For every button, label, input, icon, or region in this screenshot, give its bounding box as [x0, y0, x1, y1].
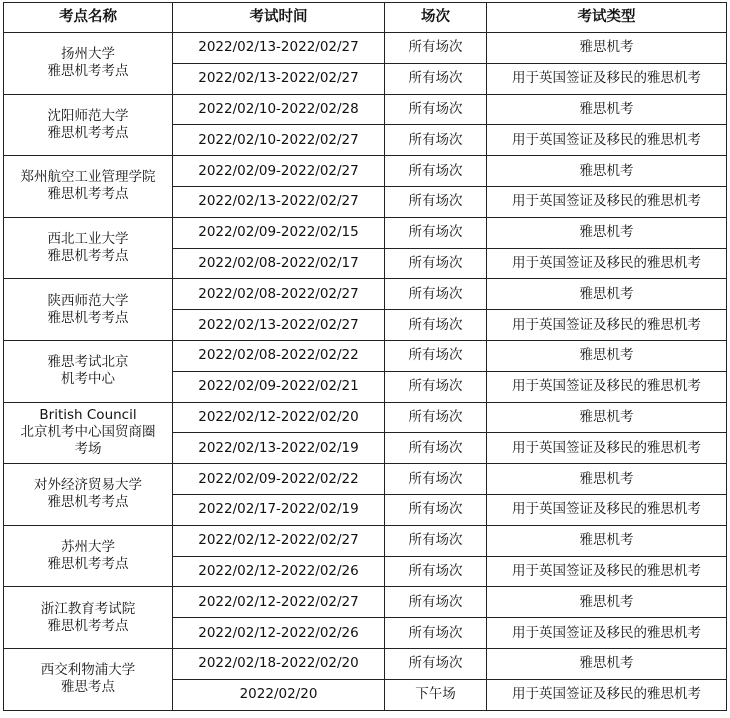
- exam-type-cell: 用于英国签证及移民的雅思机考: [487, 248, 727, 279]
- venue-name-cell: [4, 525, 173, 587]
- venue-name-cell: [4, 402, 173, 464]
- table-row: [4, 33, 727, 64]
- session-cell: 所有场次: [385, 648, 487, 679]
- exam-type-cell: 雅思机考: [487, 648, 727, 679]
- table-body: [4, 33, 727, 711]
- venue-name-cell: [4, 587, 173, 649]
- venue-name-line: 雅思机考考点: [47, 248, 129, 265]
- venue-name-line: 郑州航空工业管理学院: [20, 169, 156, 186]
- exam-dates-cell: 2022/02/09-2022/02/15: [173, 217, 385, 248]
- session-cell: 所有场次: [385, 248, 487, 279]
- session-cell: 所有场次: [385, 371, 487, 402]
- venue-name-line: 雅思机考考点: [47, 124, 129, 141]
- venue-name-line: 雅思考点: [61, 679, 115, 696]
- exam-type-cell: 雅思机考: [487, 402, 727, 433]
- exam-dates-cell: 2022/02/08-2022/02/22: [173, 340, 385, 371]
- session-cell: 所有场次: [385, 618, 487, 649]
- exam-type-cell: 雅思机考: [487, 279, 727, 310]
- session-cell: 所有场次: [385, 494, 487, 525]
- exam-type-cell: 用于英国签证及移民的雅思机考: [487, 494, 727, 525]
- table-row: [4, 279, 727, 310]
- exam-dates-cell: 2022/02/13-2022/02/19: [173, 433, 385, 464]
- venue-name-line: 对外经济贸易大学: [34, 477, 142, 494]
- venue-name-line: 北京机考中心国贸商圈: [20, 424, 156, 441]
- session-cell: 所有场次: [385, 186, 487, 217]
- exam-type-cell: 用于英国签证及移民的雅思机考: [487, 679, 727, 710]
- venue-name-cell: [4, 464, 173, 526]
- exam-type-cell: 雅思机考: [487, 217, 727, 248]
- table-row: [4, 587, 727, 618]
- header-venue: 考点名称: [4, 3, 173, 33]
- exam-dates-cell: 2022/02/10-2022/02/28: [173, 94, 385, 125]
- venue-name-line: British Council: [39, 407, 137, 424]
- exam-type-cell: 用于英国签证及移民的雅思机考: [487, 556, 727, 587]
- session-cell: 所有场次: [385, 310, 487, 341]
- table-row: [4, 340, 727, 371]
- session-cell: 所有场次: [385, 433, 487, 464]
- header-session: 场次: [385, 3, 487, 33]
- exam-type-cell: 用于英国签证及移民的雅思机考: [487, 125, 727, 156]
- session-cell: 所有场次: [385, 525, 487, 556]
- session-cell: 所有场次: [385, 402, 487, 433]
- exam-dates-cell: 2022/02/12-2022/02/26: [173, 618, 385, 649]
- exam-type-cell: 雅思机考: [487, 340, 727, 371]
- session-cell: 所有场次: [385, 63, 487, 94]
- session-cell: 所有场次: [385, 94, 487, 125]
- session-cell: 所有场次: [385, 556, 487, 587]
- table-row: [4, 217, 727, 248]
- venue-name-line: 机考中心: [61, 371, 115, 388]
- exam-dates-cell: 2022/02/08-2022/02/17: [173, 248, 385, 279]
- exam-dates-cell: 2022/02/09-2022/02/27: [173, 156, 385, 187]
- session-cell: 所有场次: [385, 156, 487, 187]
- table-row: [4, 464, 727, 495]
- venue-name-cell: [4, 279, 173, 341]
- exam-type-cell: 用于英国签证及移民的雅思机考: [487, 371, 727, 402]
- session-cell: 所有场次: [385, 217, 487, 248]
- venue-name-line: 雅思机考考点: [47, 309, 129, 326]
- venue-name-cell: [4, 217, 173, 279]
- session-cell: 所有场次: [385, 464, 487, 495]
- exam-dates-cell: 2022/02/20: [173, 679, 385, 710]
- venue-name-cell: [4, 156, 173, 218]
- venue-name-line: 沈阳师范大学: [47, 107, 129, 124]
- exam-dates-cell: 2022/02/13-2022/02/27: [173, 33, 385, 64]
- header-row: [4, 3, 727, 33]
- exam-dates-cell: 2022/02/13-2022/02/27: [173, 63, 385, 94]
- table-row: [4, 94, 727, 125]
- exam-type-cell: 用于英国签证及移民的雅思机考: [487, 618, 727, 649]
- venue-name-line: 雅思机考考点: [47, 494, 129, 511]
- exam-dates-cell: 2022/02/12-2022/02/26: [173, 556, 385, 587]
- venue-name-line: 苏州大学: [61, 539, 115, 556]
- venue-name-line: 浙江教育考试院: [40, 600, 136, 617]
- exam-type-cell: 雅思机考: [487, 94, 727, 125]
- exam-dates-cell: 2022/02/08-2022/02/27: [173, 279, 385, 310]
- venue-name-line: 考场: [74, 441, 102, 458]
- exam-type-cell: 用于英国签证及移民的雅思机考: [487, 433, 727, 464]
- exam-dates-cell: 2022/02/09-2022/02/21: [173, 371, 385, 402]
- venue-name-cell: [4, 648, 173, 710]
- exam-dates-cell: 2022/02/09-2022/02/22: [173, 464, 385, 495]
- exam-dates-cell: 2022/02/12-2022/02/27: [173, 587, 385, 618]
- table-row: [4, 156, 727, 187]
- table-row: [4, 402, 727, 433]
- exam-type-cell: 雅思机考: [487, 587, 727, 618]
- session-cell: 所有场次: [385, 279, 487, 310]
- exam-dates-cell: 2022/02/18-2022/02/20: [173, 648, 385, 679]
- exam-schedule-table: [3, 2, 727, 711]
- session-cell: 所有场次: [385, 125, 487, 156]
- exam-dates-cell: 2022/02/12-2022/02/20: [173, 402, 385, 433]
- exam-type-cell: 用于英国签证及移民的雅思机考: [487, 310, 727, 341]
- venue-name-line: 西北工业大学: [47, 231, 129, 248]
- venue-name-line: 西交利物浦大学: [40, 662, 136, 679]
- table-row: [4, 648, 727, 679]
- exam-type-cell: 雅思机考: [487, 33, 727, 64]
- venue-name-line: 雅思机考考点: [47, 617, 129, 634]
- exam-dates-cell: 2022/02/10-2022/02/27: [173, 125, 385, 156]
- session-cell: 下午场: [385, 679, 487, 710]
- table-row: [4, 525, 727, 556]
- venue-name-line: 扬州大学: [61, 46, 115, 63]
- exam-type-cell: 用于英国签证及移民的雅思机考: [487, 186, 727, 217]
- venue-name-line: 雅思机考考点: [47, 556, 129, 573]
- exam-type-cell: 雅思机考: [487, 156, 727, 187]
- venue-name-cell: [4, 33, 173, 95]
- exam-type-cell: 雅思机考: [487, 464, 727, 495]
- venue-name-cell: [4, 340, 173, 402]
- exam-type-cell: 雅思机考: [487, 525, 727, 556]
- venue-name-line: 陕西师范大学: [47, 292, 129, 309]
- exam-dates-cell: 2022/02/17-2022/02/19: [173, 494, 385, 525]
- exam-dates-cell: 2022/02/13-2022/02/27: [173, 186, 385, 217]
- venue-name-line: 雅思机考考点: [47, 186, 129, 203]
- header-dates: 考试时间: [173, 3, 385, 33]
- session-cell: 所有场次: [385, 340, 487, 371]
- exam-type-cell: 用于英国签证及移民的雅思机考: [487, 63, 727, 94]
- exam-dates-cell: 2022/02/13-2022/02/27: [173, 310, 385, 341]
- venue-name-line: 雅思考试北京: [47, 354, 129, 371]
- venue-name-cell: [4, 94, 173, 156]
- venue-name-line: 雅思机考考点: [47, 63, 129, 80]
- session-cell: 所有场次: [385, 587, 487, 618]
- exam-dates-cell: 2022/02/12-2022/02/27: [173, 525, 385, 556]
- session-cell: 所有场次: [385, 33, 487, 64]
- header-type: 考试类型: [487, 3, 727, 33]
